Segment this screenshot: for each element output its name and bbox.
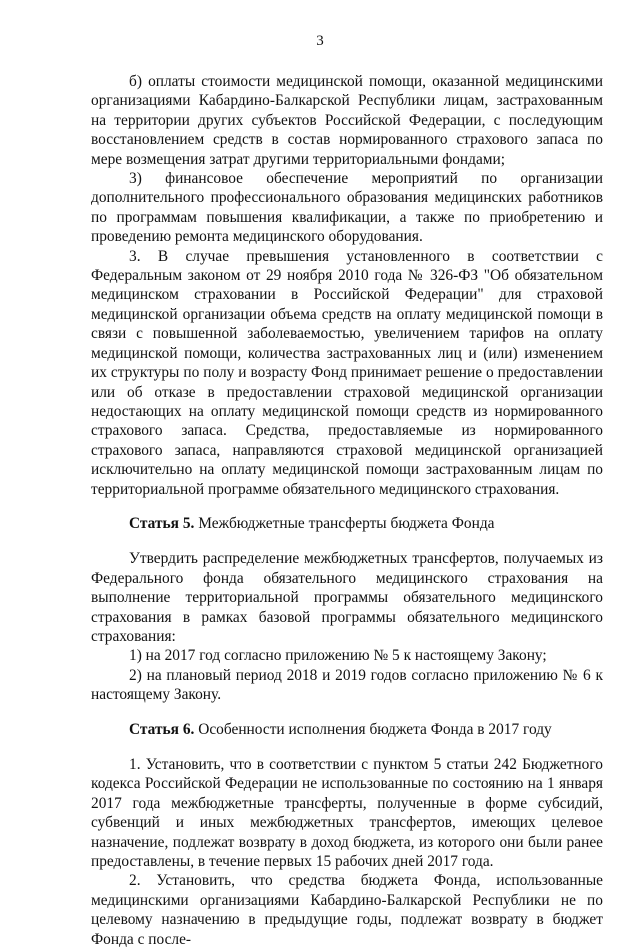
document-body [91, 72, 603, 949]
article-6-title: Особенности исполнения бюджета Фонда в 2017 году [194, 720, 552, 738]
article-5-label: Статья 5. [129, 514, 195, 532]
paragraph-b-payment: б) оплаты стоимости медицинской помощи, оказанной медицинскими организациями Кабардино-Балкарской Республики лицам, застрахованным на территории других субъектов Российской Федерации, с последующим восстановлением средств в состав нормированного страхового запаса по мере возмещения затрат другими территориальными фондами; [91, 73, 603, 168]
article-6-paragraph-2: 2. Установить, что средства бюджета Фонда, использованные медицинскими организациями Кабардино-Балкарской Республики не по целевому назначению в предыдущие годы, подлежат возврату в бюджет Фонда с после- [91, 872, 603, 948]
article-5-paragraph-intro: Утвердить распределение межбюджетных трансфертов, получаемых из Федерального фонда обязательного медицинского страхования на выполнение территориальной программы обязательного медицинского страхования в рамках базовой программы обязательного медицинского страхования: [91, 550, 603, 645]
article-5-item-1: 1) на 2017 год согласно приложению № 5 к настоящему Закону; [129, 647, 547, 665]
article-6-label: Статья 6. [129, 720, 195, 738]
article-5-title: Межбюджетные трансферты бюджета Фонда [194, 514, 495, 532]
page-number: 3 [316, 33, 324, 49]
article-5-heading [91, 514, 603, 533]
article-5-item-2: 2) на плановый период 2018 и 2019 годов согласно приложению № 6 к настоящему Закону. [91, 666, 603, 704]
article-6-heading [91, 720, 603, 739]
article-6-paragraph-1: 1. Установить, что в соответствии с пунктом 5 статьи 242 Бюджетного кодекса Российской Федерации не использованные по состоянию на 1 января 2017 года межбюджетные трансферты, полученные в форме субсидий, субвенций и иных межбюджетных трансфертов, имеющих целевое назначение, подлежат возврату в доход бюджета, из которого они были ранее предоставлены, в течение первых 15 рабочих дней 2017 года. [91, 756, 603, 871]
paragraph-3-excess: 3. В случае превышения установленного в соответствии с Федеральным законом от 29 ноября 2010 года № 326-ФЗ "Об обязательном медицинском страховании в Российской Федерации" для страховой медицинской организации объема средств на оплату медицинской помощи в связи с повышенной заболеваемостью, увеличением тарифов на оплату медицинской помощи, количества застрахованных лиц и (или) изменением их структуры по полу и возрасту Фонд принимает решение о предоставлении или об отказе в предоставлении страховой медицинской организации недостающих на оплату медицинской помощи средств из нормированного страхового запаса. Средства, предоставляемые из нормированного страхового запаса, направляются страховой медицинской организацией исключительно на оплату медицинской помощи застрахованным лицам по территориальной программе обязательного медицинского страхования. [91, 247, 603, 498]
paragraph-3-financing: 3) финансовое обеспечение мероприятий по организации дополнительного профессионального образования медицинских работников по программам повышения квалификации, а также по приобретению и проведению ремонта медицинского оборудования. [91, 170, 603, 246]
